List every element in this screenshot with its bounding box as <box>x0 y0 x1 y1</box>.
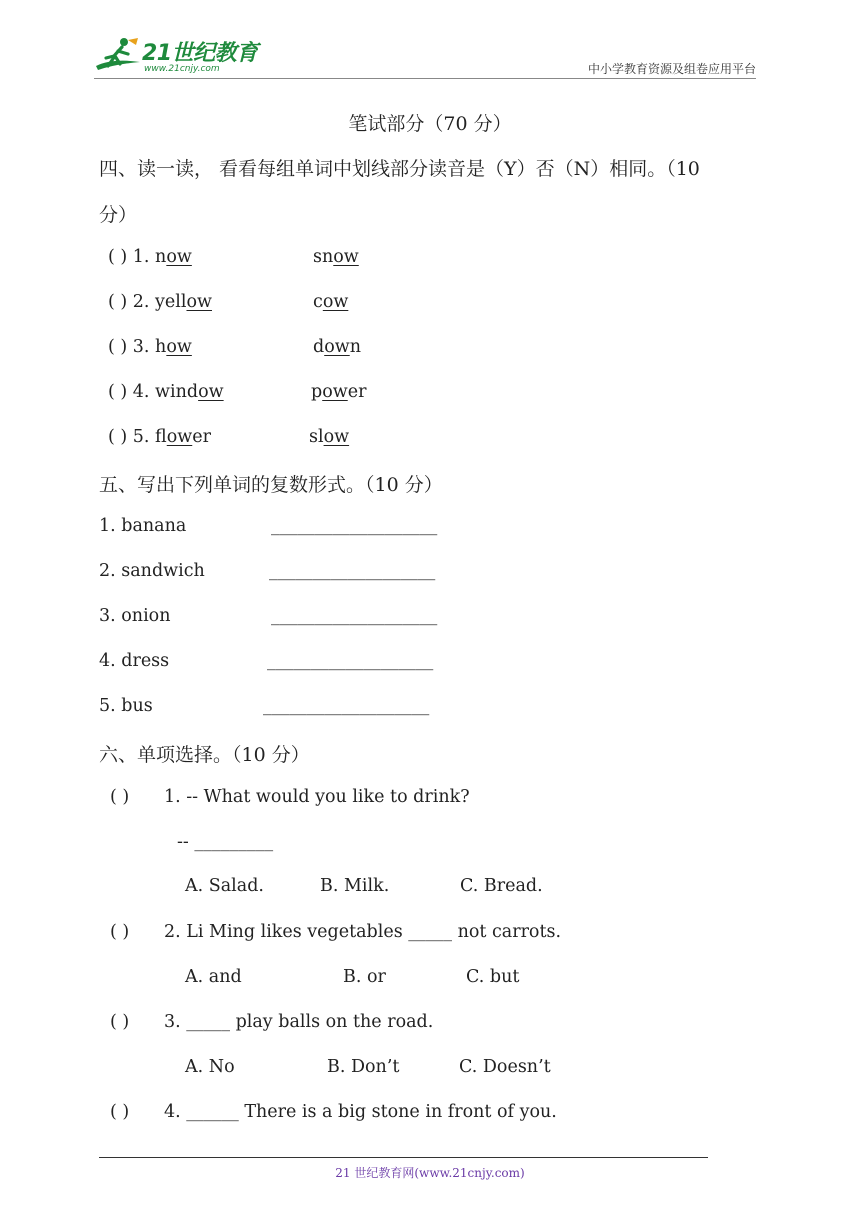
word-part: n <box>349 337 361 357</box>
footer-divider <box>99 1157 708 1158</box>
word-part: d <box>313 337 325 357</box>
word-part: sn <box>313 247 334 267</box>
answer-bracket[interactable]: ( ) <box>110 787 130 807</box>
option-a: A. Salad. <box>185 876 264 896</box>
word-part: h <box>155 337 167 357</box>
list-item <box>108 292 212 312</box>
logo-text: 21世纪教育 <box>142 41 258 66</box>
underlined-part: ow <box>166 247 192 267</box>
item-number: ( ) 3. <box>108 337 156 357</box>
site-logo <box>94 34 264 76</box>
answer-blank[interactable]: ___________________ <box>271 516 438 536</box>
section4-heading-line2: 分） <box>99 204 138 226</box>
answer-blank[interactable]: ___________________ <box>271 606 438 626</box>
word-part: p <box>311 382 323 402</box>
word-part: wind <box>155 382 199 402</box>
list-item <box>108 337 192 357</box>
underlined-part: ow <box>322 292 349 312</box>
underlined-part: ow <box>166 337 192 357</box>
answer-blank[interactable]: ___________________ <box>267 651 434 671</box>
item-number: ( ) 4. <box>108 382 156 402</box>
section6-heading: 六、单项选择。（10 分） <box>99 744 310 766</box>
list-item <box>108 427 211 447</box>
list-item <box>108 247 192 267</box>
answer-bracket[interactable]: ( ) <box>110 922 130 942</box>
word-part: fl <box>155 427 167 447</box>
option-b: B. Don’t <box>327 1057 400 1077</box>
logo-url: www.21cnjy.com <box>144 64 220 74</box>
word-part: c <box>313 292 323 312</box>
runner-logo-icon <box>94 36 142 72</box>
word-part: er <box>347 382 367 402</box>
section4-heading-line1: 四、读一读， 看看每组单词中划线部分读音是（Y）否（N）相同。（10 <box>99 158 700 180</box>
footer-text[interactable]: 21 世纪教育网(www.21cnjy.com) <box>335 1166 525 1180</box>
section5-heading: 五、写出下列单词的复数形式。（10 分） <box>99 474 443 496</box>
underlined-part: ow <box>198 382 224 402</box>
list-item: 2. sandwich <box>99 561 205 581</box>
list-item: 1. banana <box>99 516 187 536</box>
word-part: yell <box>155 292 187 312</box>
header-platform-text: 中小学教育资源及组卷应用平台 <box>587 62 756 76</box>
list-item-word2 <box>313 292 348 312</box>
underlined-part: ow <box>186 292 212 312</box>
list-item-word2 <box>311 382 366 402</box>
list-item-word2 <box>309 427 349 447</box>
list-item-word2 <box>313 247 359 267</box>
answer-blank[interactable]: ___________________ <box>269 561 436 581</box>
word-part: er <box>192 427 211 447</box>
list-item: 4. dress <box>99 651 170 671</box>
underlined-part: ow <box>324 337 350 357</box>
underlined-part: ow <box>166 427 193 447</box>
question-stem: 1. -- What would you like to drink? <box>164 787 470 807</box>
item-number: ( ) 2. <box>108 292 156 312</box>
question-stem: 3. _____ play balls on the road. <box>164 1012 434 1032</box>
option-c: C. Bread. <box>460 876 543 896</box>
list-item-word2 <box>313 337 361 357</box>
option-c: C. but <box>466 967 520 987</box>
list-item: 5. bus <box>99 696 153 716</box>
question-stem: 2. Li Ming likes vegetables _____ not carrots. <box>164 922 562 942</box>
answer-bracket[interactable]: ( ) <box>110 1102 130 1122</box>
answer-blank[interactable]: ___________________ <box>263 696 430 716</box>
list-item <box>108 382 224 402</box>
answer-bracket[interactable]: ( ) <box>110 1012 130 1032</box>
header-divider <box>94 78 756 79</box>
underlined-part: ow <box>323 427 350 447</box>
underlined-part: ow <box>333 247 359 267</box>
option-b: B. Milk. <box>320 876 390 896</box>
page-title: 笔试部分（70 分） <box>348 113 512 135</box>
item-number: ( ) 1. <box>108 247 156 267</box>
option-b: B. or <box>343 967 386 987</box>
underlined-part: ow <box>322 382 348 402</box>
list-item: 3. onion <box>99 606 171 626</box>
question-stem: 4. ______ There is a big stone in front of you. <box>164 1102 557 1122</box>
option-a: A. No <box>185 1057 235 1077</box>
option-a: A. and <box>185 967 242 987</box>
option-c: C. Doesn’t <box>459 1057 551 1077</box>
word-part: n <box>155 247 167 267</box>
question-reply: -- _________ <box>177 832 274 852</box>
item-number: ( ) 5. <box>108 427 156 447</box>
word-part: sl <box>309 427 324 447</box>
